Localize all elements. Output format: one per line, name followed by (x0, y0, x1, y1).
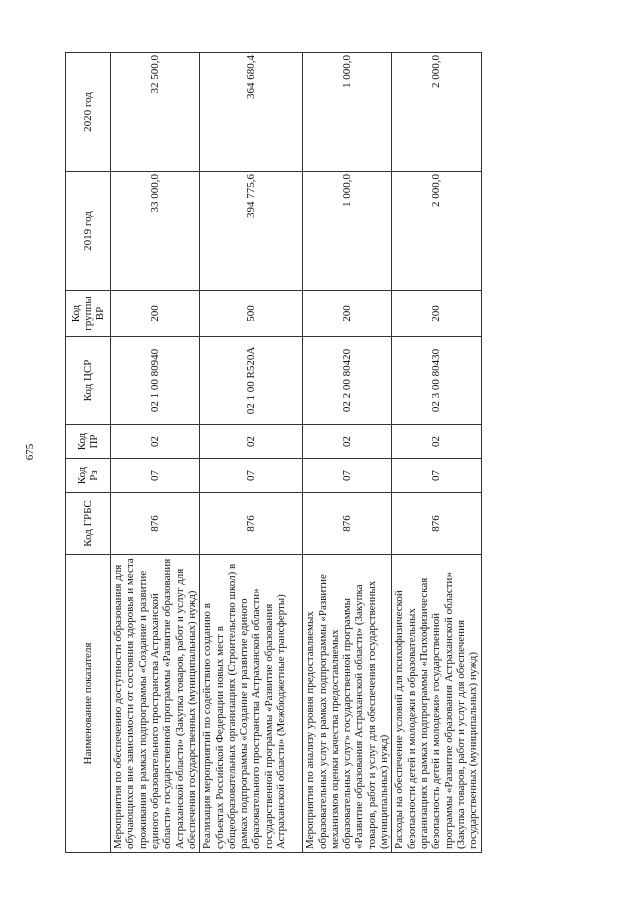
header-csr-code: Код ЦСР (66, 337, 111, 425)
cell-grbs-code: 876 (303, 493, 392, 555)
cell-pr-code: 02 (111, 425, 200, 459)
table-row (392, 53, 481, 853)
budget-table (65, 52, 482, 853)
cell-amount-2019: 2 000,0 (392, 172, 481, 291)
cell-csr-code: 02 1 00 R520A (200, 337, 303, 425)
cell-rz-code: 07 (111, 459, 200, 493)
header-grbs-code: Код ГРБС (66, 493, 111, 555)
header-year-2020: 2020 год (66, 53, 111, 172)
cell-pr-code: 02 (392, 425, 481, 459)
table-row (303, 53, 392, 853)
cell-indicator-name: Мероприятия по анализу уровня предоставляемых образовательных услуг в рамках подпрограммы «Развитие механизмов оценки качества предоставляемых образовательных услуг» государственной программы «Развитие образования Астраханской области» (Закупка товаров, работ и услуг для обеспечения государственных (муниципальных) нужд) (303, 555, 392, 853)
cell-amount-2020: 32 500,0 (111, 53, 200, 172)
table-row (111, 53, 200, 853)
cell-indicator-name: Реализация мероприятий по содействию созданию в субъектах Российской Федерации новых мест в общеобразовательных организациях (Строительство школ) в рамках подпрограммы «Создание и развитие единого образовательного пространства Астраханской области» государственной программы «Развитие образования Астраханской области» (Межбюджетные трансферты) (200, 555, 303, 853)
header-vr-group-code: Код группы ВР (66, 291, 111, 337)
header-year-2019: 2019 год (66, 172, 111, 291)
budget-table-container (65, 53, 480, 853)
table-row (200, 53, 303, 853)
cell-vr-group-code: 200 (392, 291, 481, 337)
cell-vr-group-code: 200 (303, 291, 392, 337)
cell-amount-2019: 1 000,0 (303, 172, 392, 291)
cell-csr-code: 02 2 00 80420 (303, 337, 392, 425)
cell-csr-code: 02 1 00 80940 (111, 337, 200, 425)
cell-amount-2020: 2 000,0 (392, 53, 481, 172)
cell-amount-2020: 364 680,4 (200, 53, 303, 172)
cell-csr-code: 02 3 00 80430 (392, 337, 481, 425)
page-number: 675 (24, 443, 36, 461)
cell-amount-2020: 1 000,0 (303, 53, 392, 172)
cell-vr-group-code: 200 (111, 291, 200, 337)
cell-amount-2019: 33 000,0 (111, 172, 200, 291)
cell-grbs-code: 876 (392, 493, 481, 555)
cell-pr-code: 02 (200, 425, 303, 459)
cell-grbs-code: 876 (111, 493, 200, 555)
header-pr-code: Код ПР (66, 425, 111, 459)
cell-amount-2019: 394 775,6 (200, 172, 303, 291)
cell-vr-group-code: 500 (200, 291, 303, 337)
cell-indicator-name: Расходы на обеспечение условий для психофизической безопасности детей и молодежи в образовательных организациях в рамках подпрограммы «Психофизическая безопасность детей и молодежи» государственной программы «Развитие образования Астраханской области» (Закупка товаров, работ и услуг для обеспечения государственных (муниципальных) нужд) (392, 555, 481, 853)
header-indicator-name: Наименование показателя (66, 555, 111, 853)
cell-rz-code: 07 (200, 459, 303, 493)
cell-rz-code: 07 (303, 459, 392, 493)
table-header-row (66, 53, 111, 853)
cell-rz-code: 07 (392, 459, 481, 493)
header-rz-code: Код Рз (66, 459, 111, 493)
cell-grbs-code: 876 (200, 493, 303, 555)
cell-indicator-name: Мероприятия по обеспечению доступности образования для обучающихся вне зависимости от состояния здоровья и места проживания в рамках подпрограммы «Создание и развитие единого образовательного пространства Астраханской области» государственной программы «Развитие образования Астраханской области» (Закупка товаров, работ и услуг для обеспечения государственных (муниципальных) нужд) (111, 555, 200, 853)
cell-pr-code: 02 (303, 425, 392, 459)
